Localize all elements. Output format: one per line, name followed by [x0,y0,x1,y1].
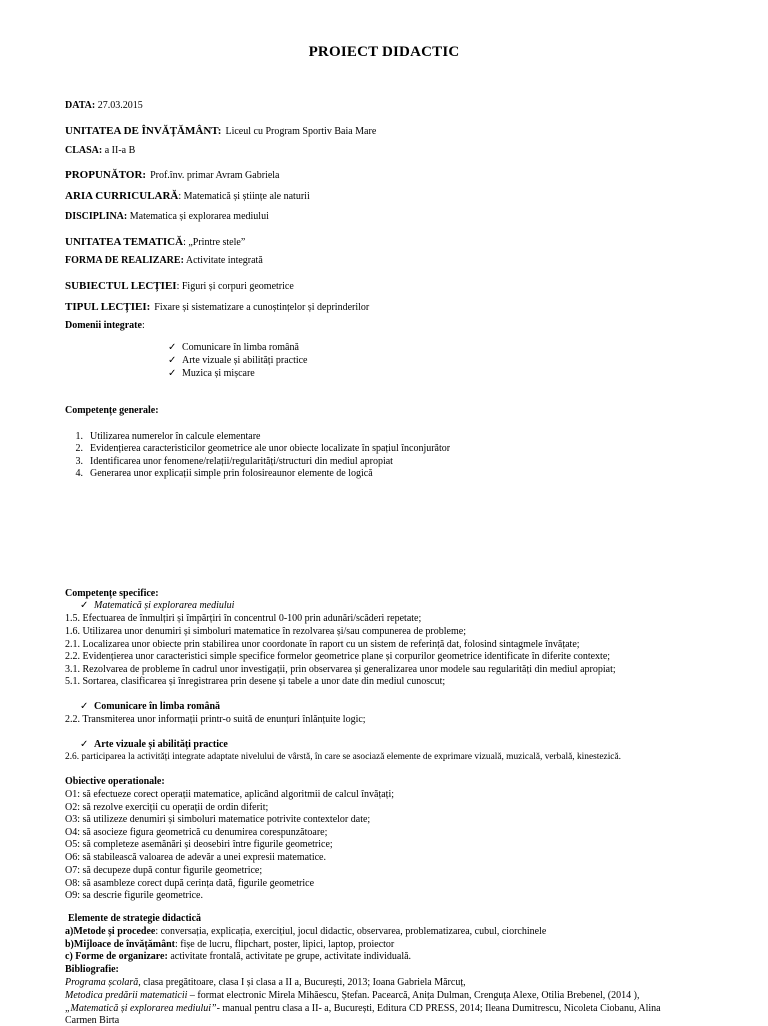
checkmark-icon: ✓ [168,355,177,366]
competenta-specifica-item: 2.1. Localizarea unor obiecte prin stabilirea unor coordonate în raport cu un sistem de referință dat, folosind sintagmele învățate; [65,639,580,650]
subject-heading-matematica [80,600,234,611]
subject-label: Matematică și explorarea mediului [94,600,235,611]
competenta-specifica-item: 2.2. Transmiterea unor informații printr-o suită de enunțuri înlănțuite logic; [65,714,366,725]
obiectiv-item: O1: să efectueze corect operații matematice, aplicând algoritmii de calcul învățați; [65,789,395,800]
metode-label: a)Metode și procedee [65,926,156,937]
checkmark-icon: ✓ [168,368,177,379]
list-number: 3. [75,456,83,467]
field-tipul [65,297,369,315]
obiective-heading: Obiective operationale: [65,776,165,787]
field-aria-value: : Matematică și științe ale naturii [178,191,310,202]
bibliografie-title: Metodica predării matematicii [65,990,188,1001]
checkmark-icon: ✓ [80,739,89,750]
field-tipul-label: TIPUL LECȚIEI: [65,301,151,313]
field-unitatea-tematica-value: : „Printre stele” [183,237,246,248]
obiectiv-item: O9: sa descrie figurile geometrice. [65,890,203,901]
bibliografie-line [65,990,639,1001]
field-aria [65,186,310,204]
competenta-generala-item [65,468,373,479]
strategie-heading: Elemente de strategie didactică [68,913,202,924]
bibliografie-line [65,977,466,988]
domenii-item [168,342,299,353]
bibliografie-line: Carmen Birta [65,1015,120,1026]
field-data-value: 27.03.2015 [97,100,143,111]
strategie-mijloace [65,939,394,950]
field-forma-label: FORMA DE REALIZARE: [65,255,184,266]
mijloace-label: b)Mijloace de învățământ [65,939,175,950]
bibliografie-text: - manual pentru clasa a II- a, București, Editura CD PRESS, 2014; Ileana Dumitrescu, Nicoleta Ciobanu, Alina [216,1003,661,1014]
domenii-label: Domenii integrate [65,320,142,331]
checkmark-icon: ✓ [80,701,89,712]
competenta-specifica-item: 1.6. Utilizarea unor denumiri și simboluri matematice în rezolvarea și/sau compunerea de probleme; [65,626,466,637]
domenii-item-text: Arte vizuale și abilități practice [182,355,308,366]
field-data [65,100,143,111]
list-number: 2. [75,443,83,454]
obiectiv-item: O8: să asambleze corect după cerința dată, figurile geometrice [65,878,315,889]
field-unitatea-tematica-label: UNITATEA TEMATICĂ [65,236,184,248]
field-unitatea-value: Liceul cu Program Sportiv Baia Mare [225,126,377,137]
competenta-specifica-item: 5.1. Sortarea, clasificarea și înregistrarea prin desene și tabele a unor date din mediul cunoscut; [65,676,446,687]
field-clasa [65,145,135,156]
competenta-generala-text: Evidențierea caracteristicilor geometrice ale unor obiecte localizate în spațiul înconjurător [90,443,451,454]
field-propunator-value: Prof.înv. primar Avram Gabriela [150,170,280,181]
competenta-generala-item [65,443,450,454]
subject-label: Comunicare în limba română [94,701,221,712]
field-forma [65,255,263,266]
forme-label: c) Forme de organizare: [65,951,168,962]
field-subiectul-value: : Figuri și corpuri geometrice [176,281,294,292]
competente-specifice-heading: Competențe specifice: [65,588,159,599]
bibliografie-title: „Matematică și explorarea mediului” [65,1003,217,1014]
competenta-generala-text: Utilizarea numerelor în calcule elementare [90,431,261,442]
bibliografie-text: – format electronic Mirela Mihăescu, Ștefan. Pacearcă, Anița Dulman, Crenguța Alexe, Otilia Brebenel, (2014 ), [187,990,640,1001]
competenta-generala-item [65,431,260,442]
obiectiv-item: O2: să rezolve exerciții cu operații de ordin diferit; [65,802,269,813]
domenii-colon: : [141,320,145,331]
strategie-metode [65,926,546,937]
competenta-generala-text: Identificarea unor fenomene/relații/regularități/structuri din mediul apropiat [90,456,393,467]
field-propunator-label: PROPUNĂTOR: [65,169,147,181]
field-clasa-label: CLASA: [65,145,103,156]
field-disciplina-label: DISCIPLINA: [65,211,128,222]
field-propunator [65,165,279,183]
strategie-forme [65,951,411,962]
field-unitatea-tematica [65,232,245,250]
subject-heading-arte [80,739,228,750]
obiectiv-item: O6: să stabilească valoarea de adevăr a unei expresii matematice. [65,852,326,863]
document-title: PROIECT DIDACTIC [308,44,460,60]
field-tipul-value: Fixare și sistematizare a cunoștințelor și deprinderilor [154,302,370,313]
competenta-specifica-item: 1.5. Efectuarea de înmulțiri și împărțiri în concentrul 0-100 prin adunări/scăderi repetate; [65,613,422,624]
obiectiv-item: O5: să completeze asemănări și deosebiri între figurile geometrice; [65,839,333,850]
obiectiv-item: O4: să asocieze figura geometrică cu denumirea corespunzătoare; [65,827,328,838]
domenii-item [168,368,255,379]
obiectiv-item: O7: să decupeze după contur figurile geometrice; [65,865,263,876]
checkmark-icon: ✓ [80,600,89,611]
list-number: 4. [75,468,83,479]
field-aria-label: ARIA CURRICULARĂ [65,190,179,202]
competenta-generala-text: Generarea unor explicații simple prin folosireaunor elemente de logică [90,468,373,479]
competente-generale-heading: Competențe generale: [65,405,159,416]
bibliografie-text: , clasa pregătitoare, clasa I și clasa a II a, București, 2013; Ioana Gabriela Mărcuț, [138,977,466,988]
competenta-specifica-item: 2.6. participarea la activități integrate adaptate nivelului de vârstă, în care se asociază elemente de exprimare vizuală, muzicală, verbală, kinestezică. [65,752,621,762]
field-unitatea [65,121,376,139]
bibliografie-heading: Bibliografie: [65,964,119,975]
domenii-heading [65,320,145,331]
forme-value: activitate frontală, activitate pe grupe, activitate individuală. [167,951,412,962]
domenii-item-text: Muzica și mișcare [182,368,255,379]
field-subiectul-label: SUBIECTUL LECȚIEI [65,280,177,292]
field-clasa-value: a II-a B [104,145,136,156]
list-number: 1. [75,431,83,442]
field-subiectul [65,276,294,294]
field-unitatea-label: UNITATEA DE ÎNVĂȚĂMÂNT: [65,125,222,137]
obiectiv-item: O3: să utilizeze denumiri și simboluri matematice potrivite contextelor date; [65,814,371,825]
metode-value: : conversația, explicația, exercițiul, jocul didactic, observarea, problematizarea, cubul, ciorchinele [155,926,547,937]
domenii-item [168,355,308,366]
bibliografie-title: Programa școlară [65,977,139,988]
mijloace-value: : fișe de lucru, flipchart, poster, lipici, laptop, proiector [175,939,395,950]
field-forma-value: Activitate integrată [185,255,263,266]
competenta-specifica-item: 2.2. Evidențierea unor caracteristici simple specifice formelor geometrice plane și corpurilor geometrice identificate în diferite contexte; [65,651,611,662]
field-disciplina [65,211,269,222]
field-data-label: DATA: [65,100,96,111]
bibliografie-line [65,1003,661,1014]
subject-label: Arte vizuale și abilități practice [94,739,228,750]
subject-heading-comunicare [80,701,220,712]
field-disciplina-value: Matematica și explorarea mediului [129,211,269,222]
competenta-generala-item [65,456,393,467]
domenii-item-text: Comunicare în limba română [182,342,299,353]
checkmark-icon: ✓ [168,342,177,353]
competenta-specifica-item: 3.1. Rezolvarea de probleme în cadrul unor investigații, prin observarea și generalizarea unor modele sau regularități din mediul apropiat; [65,664,616,675]
